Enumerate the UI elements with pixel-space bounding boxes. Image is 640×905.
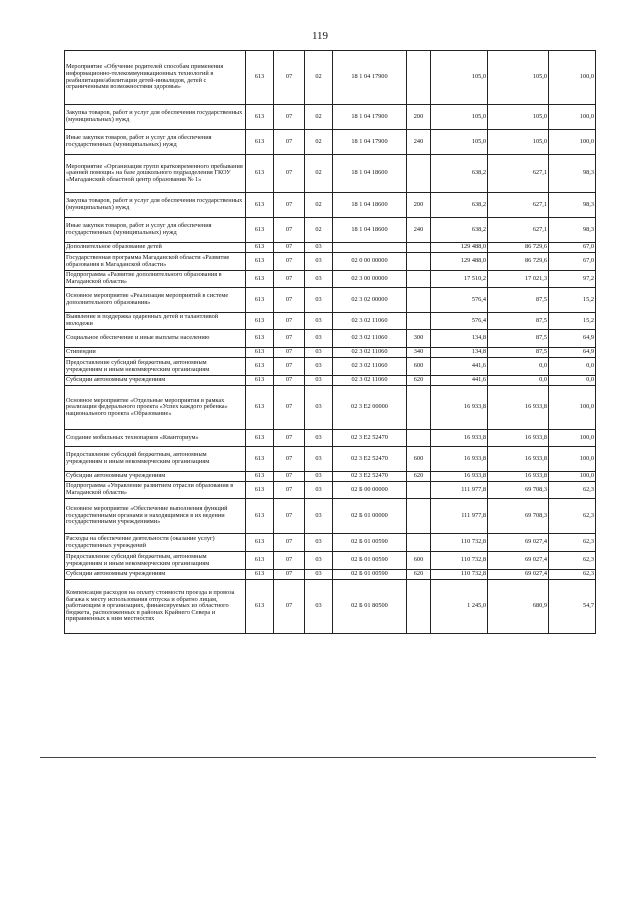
row-section-code: 07 xyxy=(274,130,305,155)
row-target-article: 02 Б 01 00590 xyxy=(333,534,407,552)
row-percent: 100,0 xyxy=(549,386,596,430)
table-row xyxy=(65,534,596,552)
row-percent: 100,0 xyxy=(549,105,596,130)
row-planned-amount: 16 933,8 xyxy=(431,430,488,447)
row-subsection-code: 03 xyxy=(305,271,333,288)
row-subsection-code: 03 xyxy=(305,499,333,534)
row-expense-type xyxy=(407,288,431,313)
row-section-code: 07 xyxy=(274,288,305,313)
row-planned-amount: 110 732,8 xyxy=(431,552,488,570)
row-planned-amount: 638,2 xyxy=(431,155,488,193)
row-actual-amount: 87,5 xyxy=(488,348,549,358)
table-row xyxy=(65,386,596,430)
row-actual-amount: 627,1 xyxy=(488,218,549,243)
row-actual-amount: 16 933,8 xyxy=(488,386,549,430)
row-subsection-code: 02 xyxy=(305,193,333,218)
row-ministry-code: 613 xyxy=(246,243,274,253)
row-name: Подпрограмма «Управление развитием отрасли образования в Магаданской области» xyxy=(65,482,246,499)
row-section-code: 07 xyxy=(274,105,305,130)
row-ministry-code: 613 xyxy=(246,472,274,482)
row-ministry-code: 613 xyxy=(246,348,274,358)
row-actual-amount: 69 708,3 xyxy=(488,482,549,499)
table-row xyxy=(65,243,596,253)
row-expense-type: 200 xyxy=(407,105,431,130)
table-row xyxy=(65,499,596,534)
row-percent: 98,3 xyxy=(549,193,596,218)
row-planned-amount: 441,6 xyxy=(431,376,488,386)
row-actual-amount: 16 933,8 xyxy=(488,430,549,447)
row-expense-type xyxy=(407,155,431,193)
row-subsection-code: 03 xyxy=(305,534,333,552)
row-planned-amount: 110 732,8 xyxy=(431,534,488,552)
page-number: 119 xyxy=(311,30,329,42)
table-row xyxy=(65,288,596,313)
row-planned-amount: 134,8 xyxy=(431,330,488,348)
row-actual-amount: 69 708,3 xyxy=(488,499,549,534)
row-section-code: 07 xyxy=(274,330,305,348)
row-target-article: 18 1 04 17900 xyxy=(333,105,407,130)
row-section-code: 07 xyxy=(274,534,305,552)
row-planned-amount: 105,0 xyxy=(431,130,488,155)
row-target-article: 18 1 04 17900 xyxy=(333,51,407,105)
row-name: Создание мобильных технопарков «Кванториум» xyxy=(65,430,246,447)
row-actual-amount: 105,0 xyxy=(488,51,549,105)
row-name: Субсидии автономным учреждениям xyxy=(65,570,246,580)
table-row xyxy=(65,376,596,386)
row-expense-type: 240 xyxy=(407,130,431,155)
row-ministry-code: 613 xyxy=(246,105,274,130)
row-expense-type: 240 xyxy=(407,218,431,243)
row-actual-amount: 105,0 xyxy=(488,130,549,155)
table-row xyxy=(65,330,596,348)
row-percent: 15,2 xyxy=(549,313,596,330)
row-name: Субсидии автономным учреждениям xyxy=(65,472,246,482)
row-percent: 62,3 xyxy=(549,570,596,580)
row-target-article: 02 3 00 00000 xyxy=(333,271,407,288)
row-ministry-code: 613 xyxy=(246,218,274,243)
row-subsection-code: 02 xyxy=(305,130,333,155)
table-row xyxy=(65,130,596,155)
row-name: Предоставление субсидий бюджетным, автономным учреждениям и иным некоммерческим организациям xyxy=(65,447,246,472)
row-section-code: 07 xyxy=(274,570,305,580)
row-expense-type xyxy=(407,499,431,534)
row-actual-amount: 87,5 xyxy=(488,313,549,330)
row-planned-amount: 105,0 xyxy=(431,51,488,105)
row-actual-amount: 17 021,3 xyxy=(488,271,549,288)
row-subsection-code: 03 xyxy=(305,472,333,482)
row-expense-type xyxy=(407,313,431,330)
row-name: Иные закупки товаров, работ и услуг для обеспечения государственных (муниципальных) нужд xyxy=(65,130,246,155)
row-planned-amount: 1 245,0 xyxy=(431,580,488,634)
row-actual-amount: 16 933,8 xyxy=(488,472,549,482)
row-ministry-code: 613 xyxy=(246,313,274,330)
row-actual-amount: 0,0 xyxy=(488,358,549,376)
row-ministry-code: 613 xyxy=(246,580,274,634)
row-ministry-code: 613 xyxy=(246,534,274,552)
table-row xyxy=(65,430,596,447)
row-expense-type xyxy=(407,271,431,288)
row-target-article: 02 3 02 11060 xyxy=(333,348,407,358)
row-actual-amount: 69 027,4 xyxy=(488,534,549,552)
row-ministry-code: 613 xyxy=(246,271,274,288)
row-subsection-code: 02 xyxy=(305,51,333,105)
row-percent: 0,0 xyxy=(549,358,596,376)
row-percent: 64,9 xyxy=(549,330,596,348)
row-subsection-code: 02 xyxy=(305,155,333,193)
row-ministry-code: 613 xyxy=(246,570,274,580)
row-planned-amount: 576,4 xyxy=(431,313,488,330)
row-section-code: 07 xyxy=(274,358,305,376)
row-section-code: 07 xyxy=(274,51,305,105)
row-target-article: 02 Б 01 80500 xyxy=(333,580,407,634)
row-actual-amount: 627,1 xyxy=(488,193,549,218)
table-row xyxy=(65,358,596,376)
row-expense-type xyxy=(407,253,431,271)
row-target-article: 02 Б 01 00000 xyxy=(333,499,407,534)
row-subsection-code: 03 xyxy=(305,313,333,330)
row-ministry-code: 613 xyxy=(246,130,274,155)
row-percent: 0,0 xyxy=(549,376,596,386)
row-subsection-code: 03 xyxy=(305,243,333,253)
row-actual-amount: 16 933,8 xyxy=(488,447,549,472)
table-row xyxy=(65,105,596,130)
row-percent: 100,0 xyxy=(549,447,596,472)
row-name: Стипендии xyxy=(65,348,246,358)
row-name: Расходы на обеспечение деятельности (оказание услуг) государственных учреждений xyxy=(65,534,246,552)
table-row xyxy=(65,218,596,243)
row-ministry-code: 613 xyxy=(246,51,274,105)
row-planned-amount: 16 933,8 xyxy=(431,386,488,430)
row-name: Основное мероприятие «Обеспечение выполнения функций государственными органами и находящимися в их ведении государственными учреждениями» xyxy=(65,499,246,534)
row-percent: 62,3 xyxy=(549,552,596,570)
row-planned-amount: 638,2 xyxy=(431,218,488,243)
row-name: Мероприятие «Обучение родителей способам применения информационно-телекоммуникационных технологий в реабилитации/абилитации детей-инвалидов, детей с ограниченными возможностями здоровья» xyxy=(65,51,246,105)
row-actual-amount: 69 027,4 xyxy=(488,552,549,570)
row-planned-amount: 576,4 xyxy=(431,288,488,313)
row-target-article: 02 0 00 00000 xyxy=(333,253,407,271)
row-target-article: 18 1 04 17900 xyxy=(333,130,407,155)
row-ministry-code: 613 xyxy=(246,430,274,447)
row-subsection-code: 03 xyxy=(305,552,333,570)
row-planned-amount: 134,8 xyxy=(431,348,488,358)
row-expense-type: 200 xyxy=(407,193,431,218)
row-actual-amount: 86 729,6 xyxy=(488,253,549,271)
row-section-code: 07 xyxy=(274,482,305,499)
row-target-article: 02 Б 01 00590 xyxy=(333,570,407,580)
row-expense-type xyxy=(407,386,431,430)
row-subsection-code: 03 xyxy=(305,376,333,386)
row-planned-amount: 441,6 xyxy=(431,358,488,376)
table-row xyxy=(65,348,596,358)
row-target-article: 02 3 02 11060 xyxy=(333,330,407,348)
row-section-code: 07 xyxy=(274,447,305,472)
row-percent: 67,0 xyxy=(549,253,596,271)
row-expense-type: 600 xyxy=(407,447,431,472)
row-percent: 97,2 xyxy=(549,271,596,288)
row-expense-type: 600 xyxy=(407,358,431,376)
row-subsection-code: 02 xyxy=(305,105,333,130)
row-name: Дополнительное образование детей xyxy=(65,243,246,253)
row-actual-amount: 69 027,4 xyxy=(488,570,549,580)
row-target-article: 02 3 02 11060 xyxy=(333,358,407,376)
row-percent: 98,3 xyxy=(549,155,596,193)
row-target-article: 02 3 02 11060 xyxy=(333,376,407,386)
row-ministry-code: 613 xyxy=(246,482,274,499)
row-subsection-code: 03 xyxy=(305,288,333,313)
row-subsection-code: 03 xyxy=(305,386,333,430)
row-planned-amount: 16 933,8 xyxy=(431,447,488,472)
row-target-article: 02 3 02 11060 xyxy=(333,313,407,330)
row-ministry-code: 613 xyxy=(246,193,274,218)
row-planned-amount: 129 488,0 xyxy=(431,253,488,271)
table-row xyxy=(65,482,596,499)
row-ministry-code: 613 xyxy=(246,330,274,348)
row-section-code: 07 xyxy=(274,552,305,570)
row-percent: 98,3 xyxy=(549,218,596,243)
row-expense-type: 620 xyxy=(407,472,431,482)
row-ministry-code: 613 xyxy=(246,358,274,376)
row-target-article: 02 3 E2 52470 xyxy=(333,472,407,482)
row-subsection-code: 03 xyxy=(305,330,333,348)
row-expense-type: 620 xyxy=(407,570,431,580)
row-actual-amount: 87,5 xyxy=(488,288,549,313)
row-expense-type xyxy=(407,430,431,447)
row-name: Предоставление субсидий бюджетным, автономным учреждениям и иным некоммерческим организациям xyxy=(65,358,246,376)
row-expense-type xyxy=(407,482,431,499)
row-target-article: 18 1 04 18600 xyxy=(333,155,407,193)
row-name: Основное мероприятие «Отдельные мероприятия в рамках реализации федерального проекта «Успех каждого ребенка» национального проекта «Образование» xyxy=(65,386,246,430)
row-subsection-code: 02 xyxy=(305,218,333,243)
row-subsection-code: 03 xyxy=(305,358,333,376)
row-planned-amount: 16 933,8 xyxy=(431,472,488,482)
row-percent: 15,2 xyxy=(549,288,596,313)
row-name: Государственная программа Магаданской области «Развитие образования в Магаданской области» xyxy=(65,253,246,271)
row-name: Компенсация расходов на оплату стоимости проезда и провоза багажа к месту использования отпуска и обратно лицам, работающим в организациях, финансируемых из областного бюджета, расположенных в районах Крайнего Севера и приравненных к ним местностях xyxy=(65,580,246,634)
row-section-code: 07 xyxy=(274,499,305,534)
row-planned-amount: 638,2 xyxy=(431,193,488,218)
row-percent: 62,3 xyxy=(549,482,596,499)
row-target-article: 02 3 E2 52470 xyxy=(333,430,407,447)
row-name: Субсидии автономным учреждениям xyxy=(65,376,246,386)
row-ministry-code: 613 xyxy=(246,155,274,193)
table-row xyxy=(65,155,596,193)
row-target-article: 18 1 04 18600 xyxy=(333,218,407,243)
row-name: Закупка товаров, работ и услуг для обеспечения государственных (муниципальных) нужд xyxy=(65,105,246,130)
row-expense-type: 300 xyxy=(407,330,431,348)
row-name: Закупка товаров, работ и услуг для обеспечения государственных (муниципальных) нужд xyxy=(65,193,246,218)
row-percent: 67,0 xyxy=(549,243,596,253)
row-actual-amount: 86 729,6 xyxy=(488,243,549,253)
row-ministry-code: 613 xyxy=(246,499,274,534)
row-name: Основное мероприятие «Реализация мероприятий в системе дополнительного образования» xyxy=(65,288,246,313)
row-expense-type xyxy=(407,243,431,253)
row-planned-amount: 111 977,8 xyxy=(431,482,488,499)
row-name: Мероприятие «Организация групп кратковременного пребывания «ранней помощи» на базе дошкольного подразделения ГКОУ «Магаданский областной центр образования № 1» xyxy=(65,155,246,193)
table-row xyxy=(65,580,596,634)
table-row xyxy=(65,271,596,288)
row-ministry-code: 613 xyxy=(246,447,274,472)
row-section-code: 07 xyxy=(274,348,305,358)
row-ministry-code: 613 xyxy=(246,288,274,313)
row-actual-amount: 627,1 xyxy=(488,155,549,193)
row-ministry-code: 613 xyxy=(246,376,274,386)
row-planned-amount: 105,0 xyxy=(431,105,488,130)
row-expense-type: 600 xyxy=(407,552,431,570)
table-row xyxy=(65,570,596,580)
row-percent: 64,9 xyxy=(549,348,596,358)
row-ministry-code: 613 xyxy=(246,253,274,271)
budget-table xyxy=(64,50,596,634)
row-planned-amount: 129 488,0 xyxy=(431,243,488,253)
row-planned-amount: 111 977,8 xyxy=(431,499,488,534)
row-name: Иные закупки товаров, работ и услуг для обеспечения государственных (муниципальных) нужд xyxy=(65,218,246,243)
row-name: Социальное обеспечение и иные выплаты населению xyxy=(65,330,246,348)
row-section-code: 07 xyxy=(274,430,305,447)
row-subsection-code: 03 xyxy=(305,348,333,358)
row-ministry-code: 613 xyxy=(246,386,274,430)
row-section-code: 07 xyxy=(274,580,305,634)
row-target-article: 02 Б 01 00590 xyxy=(333,552,407,570)
row-ministry-code: 613 xyxy=(246,552,274,570)
row-actual-amount: 0,0 xyxy=(488,376,549,386)
row-subsection-code: 03 xyxy=(305,570,333,580)
row-expense-type: 340 xyxy=(407,348,431,358)
row-section-code: 07 xyxy=(274,218,305,243)
row-planned-amount: 110 732,8 xyxy=(431,570,488,580)
row-actual-amount: 87,5 xyxy=(488,330,549,348)
row-name: Выявление и поддержка одаренных детей и талантливой молодежи xyxy=(65,313,246,330)
row-subsection-code: 03 xyxy=(305,253,333,271)
table-row xyxy=(65,552,596,570)
row-name: Подпрограмма «Развитие дополнительного образования в Магаданской области» xyxy=(65,271,246,288)
row-subsection-code: 03 xyxy=(305,430,333,447)
row-section-code: 07 xyxy=(274,271,305,288)
footer-divider xyxy=(40,757,596,758)
row-target-article: 02 3 E2 00000 xyxy=(333,386,407,430)
row-planned-amount: 17 510,2 xyxy=(431,271,488,288)
row-percent: 62,3 xyxy=(549,534,596,552)
table-row xyxy=(65,193,596,218)
row-expense-type xyxy=(407,51,431,105)
row-percent: 54,7 xyxy=(549,580,596,634)
row-target-article: 02 3 02 00000 xyxy=(333,288,407,313)
row-percent: 100,0 xyxy=(549,51,596,105)
table-row xyxy=(65,447,596,472)
row-section-code: 07 xyxy=(274,376,305,386)
row-actual-amount: 105,0 xyxy=(488,105,549,130)
row-target-article: 02 Б 00 00000 xyxy=(333,482,407,499)
row-target-article xyxy=(333,243,407,253)
row-expense-type: 620 xyxy=(407,376,431,386)
row-section-code: 07 xyxy=(274,472,305,482)
row-name: Предоставление субсидий бюджетным, автономным учреждениям и иным некоммерческим организациям xyxy=(65,552,246,570)
row-expense-type xyxy=(407,534,431,552)
row-percent: 100,0 xyxy=(549,472,596,482)
row-subsection-code: 03 xyxy=(305,580,333,634)
table-row xyxy=(65,313,596,330)
table-row xyxy=(65,253,596,271)
row-section-code: 07 xyxy=(274,243,305,253)
row-subsection-code: 03 xyxy=(305,447,333,472)
row-section-code: 07 xyxy=(274,386,305,430)
row-percent: 100,0 xyxy=(549,430,596,447)
table-row xyxy=(65,472,596,482)
row-section-code: 07 xyxy=(274,313,305,330)
row-target-article: 18 1 04 18600 xyxy=(333,193,407,218)
row-percent: 62,3 xyxy=(549,499,596,534)
budget-table-body xyxy=(65,51,596,634)
row-actual-amount: 680,9 xyxy=(488,580,549,634)
row-expense-type xyxy=(407,580,431,634)
row-target-article: 02 3 E2 52470 xyxy=(333,447,407,472)
row-subsection-code: 03 xyxy=(305,482,333,499)
row-section-code: 07 xyxy=(274,253,305,271)
row-percent: 100,0 xyxy=(549,130,596,155)
row-section-code: 07 xyxy=(274,155,305,193)
table-row xyxy=(65,51,596,105)
row-section-code: 07 xyxy=(274,193,305,218)
